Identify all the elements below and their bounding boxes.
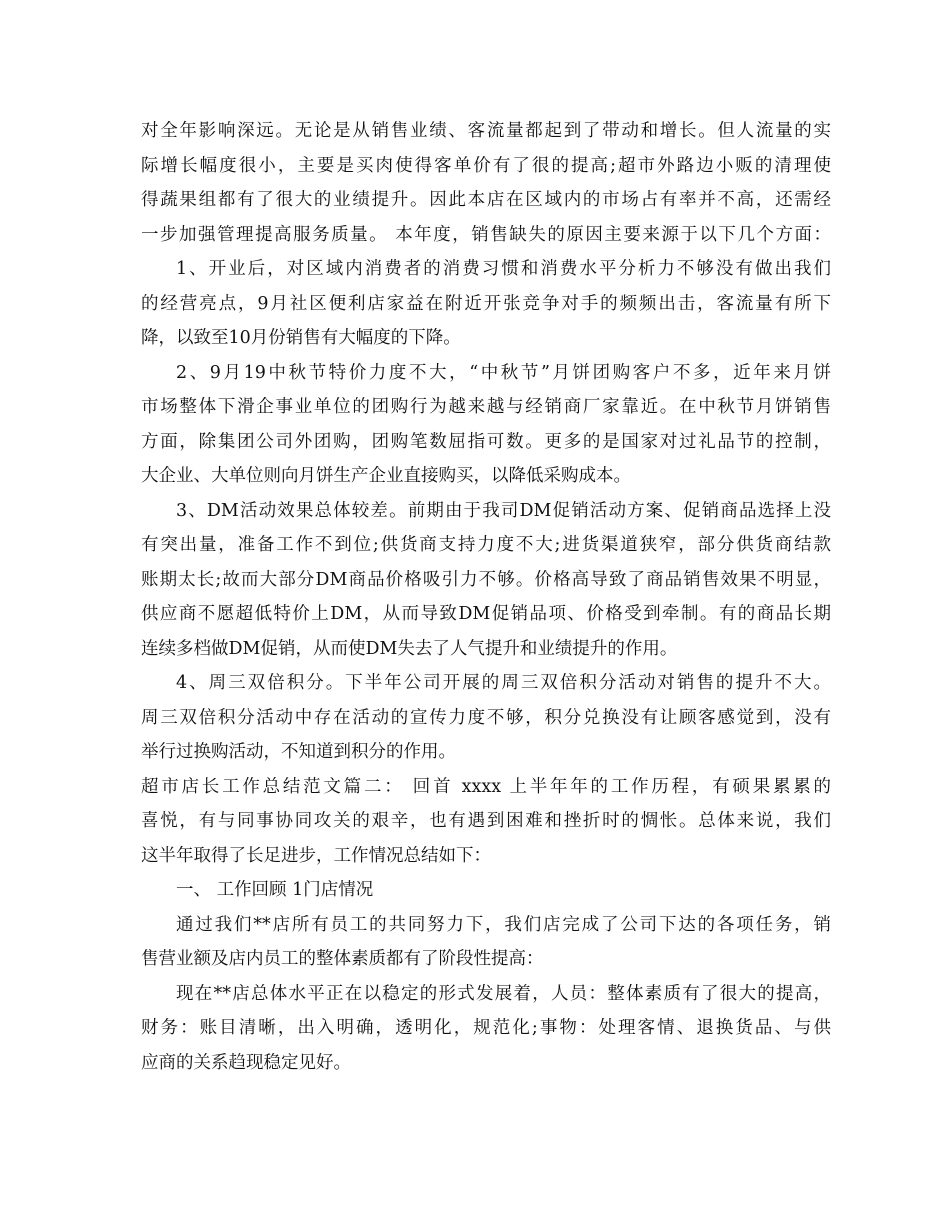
text-line: 大企业、大单位则向月饼生产企业直接购买，以降低采购成本。 bbox=[141, 466, 631, 486]
text-line: 一步加强管理提高服务质量。 本年度，销售缺失的原因主要来源于以下几个方面： bbox=[141, 224, 831, 245]
document-body bbox=[141, 114, 831, 1080]
text-line: 的经营亮点，9月社区便利店家益在附近开张竞争对手的频频出击，客流量有所下 bbox=[141, 293, 831, 314]
text-line: 降，以致至10月份销售有大幅度的下降。 bbox=[141, 328, 461, 348]
text-line: 现在**店总体水平正在以稳定的形式发展着，人员：整体素质有了很大的提高， bbox=[176, 983, 831, 1004]
text-line: 举行过换购活动，不知道到积分的作用。 bbox=[141, 742, 456, 762]
text-line: 供应商不愿超低特价上DM，从而导致DM促销品项、价格受到牵制。有的商品长期 bbox=[141, 604, 831, 624]
text-line: 方面，除集团公司外团购，团购笔数屈指可数。更多的是国家对过礼品节的控制， bbox=[141, 431, 831, 452]
text-line: 财务：账目清晰，出入明确，透明化，规范化;事物：处理客情、退换货品、与供 bbox=[141, 1018, 831, 1038]
text-line: 1、开业后，对区域内消费者的消费习惯和消费水平分析力不够没有做出我们 bbox=[176, 259, 831, 279]
text-line: 有突出量，准备工作不到位;供货商支持力度不大;进货渠道狭窄，部分供货商结款 bbox=[141, 535, 831, 555]
text-line: 对全年影响深远。无论是从销售业绩、客流量都起到了带动和增长。但人流量的实 bbox=[141, 121, 831, 141]
text-line: 账期太长;故而大部分DM商品价格吸引力不够。价格高导致了商品销售效果不明显， bbox=[141, 569, 831, 590]
text-line: 喜悦，有与同事协同攻关的艰辛，也有遇到困难和挫折时的惆怅。总体来说，我们 bbox=[141, 811, 831, 831]
text-line: 3、DM活动效果总体较差。前期由于我司DM促销活动方案、促销商品选择上没 bbox=[176, 500, 831, 521]
text-line: 际增长幅度很小，主要是买肉使得客单价有了很的提高;超市外路边小贩的清理使 bbox=[141, 155, 831, 176]
text-line: 售营业额及店内员工的整体素质都有了阶段性提高： bbox=[141, 949, 544, 969]
text-line: 一、 工作回顾 1门店情况 bbox=[176, 880, 374, 900]
text-line: 超市店长工作总结范文篇二： 回首 xxxx 上半年年的工作历程，有硕果累累的 bbox=[141, 776, 831, 797]
text-line: 通过我们**店所有员工的共同努力下，我们店完成了公司下达的各项任务，销 bbox=[176, 914, 831, 935]
text-line: 4、周三双倍积分。下半年公司开展的周三双倍积分活动对销售的提升不大。 bbox=[176, 673, 831, 693]
text-line: 这半年取得了长足进步，工作情况总结如下： bbox=[141, 845, 491, 866]
text-line: 得蔬果组都有了很大的业绩提升。因此本店在区域内的市场占有率并不高，还需经 bbox=[141, 190, 831, 210]
text-line: 周三双倍积分活动中存在活动的宣传力度不够，积分兑换没有让顾客感觉到，没有 bbox=[141, 707, 831, 728]
text-line: 应商的关系趋现稳定见好。 bbox=[141, 1052, 351, 1073]
text-line: 市场整体下滑企事业单位的团购行为越来越与经销商厂家靠近。在中秋节月饼销售 bbox=[141, 397, 831, 417]
text-line: 连续多档做DM促销，从而使DM失去了人气提升和业绩提升的作用。 bbox=[141, 638, 678, 659]
text-line: 2、9月19中秋节特价力度不大，“中秋节”月饼团购客户不多，近年来月饼 bbox=[176, 362, 831, 383]
